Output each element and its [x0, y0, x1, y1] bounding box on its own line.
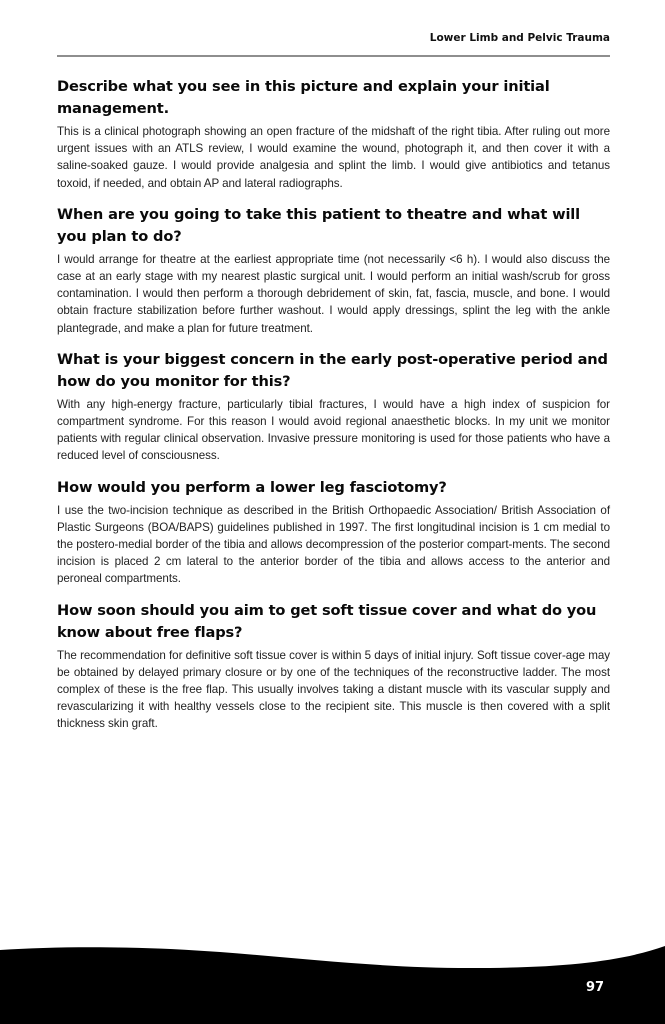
qa-section-fasciotomy: [57, 477, 610, 588]
answer-paragraph: I use the two-incision technique as described in the British Orthopaedic Association/ British Association of Plastic Surgeons (BOA/BAPS) guidelines published in 1997. The first longitudinal incision is 1 cm medial to the postero-medial border of the tibia and allows decompression of the posterior compart-ments. The second incision is placed 2 cm lateral to the anterior border of the tibia and allows access to the anterior and peroneal compartments.: [57, 503, 610, 586]
qa-section-soft-tissue-cover: [57, 600, 610, 733]
answer-paragraph: The recommendation for definitive soft tissue cover is within 5 days of initial injury. Soft tissue cover-age may be obtained by delayed primary closure or by one of the techniques of the reconstructive ladder. The most complex of these is the free flap. This usually involves taking a distant muscle with its vascular supply and revascularizing it with healthy vessels close to the recipient site. This muscle is then covered with a split thickness skin graft.: [57, 648, 610, 731]
question-heading: How soon should you aim to get soft tissue cover and what do you know about free flaps?: [57, 601, 597, 641]
header-rule: [57, 55, 610, 57]
question-heading: Describe what you see in this picture and explain your initial management.: [57, 78, 550, 117]
answer-paragraph: With any high-energy fracture, particularly tibial fractures, I would have a high index of suspicion for compartment syndrome. For this reason I would avoid regional anaesthetic blocks. In my unit we monitor patients with regular clinical observation. Invasive pressure monitoring is used for those patients who have a reduced level of consciousness.: [57, 397, 610, 463]
question-heading: When are you going to take this patient to theatre and what will you plan to do?: [57, 205, 581, 245]
qa-section-post-op-concern: [57, 349, 610, 465]
page-number: 97: [586, 980, 605, 995]
qa-section-initial-management: [57, 76, 610, 192]
answer-paragraph: I would arrange for theatre at the earliest appropriate time (not necessarily <6 h). I would also discuss the case at an early stage with my nearest plastic surgical unit. I would perform an initial wash/scrub for gross contamination. I would then perform a thorough debridement of skin, fat, fascia, muscle, and bone. I would obtain fracture stabilization before further washout. I would apply dressings, splint the leg with the ankle plantegrade, and make a plan for future treatment.: [57, 252, 610, 335]
running-head: Lower Limb and Pelvic Trauma: [429, 32, 610, 44]
page-content: [57, 76, 610, 745]
question-heading: What is your biggest concern in the early post-operative period and how do you monitor for this?: [57, 350, 608, 390]
answer-paragraph: This is a clinical photograph showing an open fracture of the midshaft of the right tibia. After ruling out more urgent issues with an ATLS review, I would examine the wound, photograph it, and then cover it with a saline-soaked gauze. I would provide analgesia and splint the limb. I would give antibiotics and tetanus toxoid, if needed, and obtain AP and lateral radiographs.: [57, 125, 610, 190]
footer-wave-band: [0, 930, 665, 1024]
qa-section-theatre-plan: [57, 204, 610, 337]
question-heading: How would you perform a lower leg fasciotomy?: [57, 478, 447, 496]
